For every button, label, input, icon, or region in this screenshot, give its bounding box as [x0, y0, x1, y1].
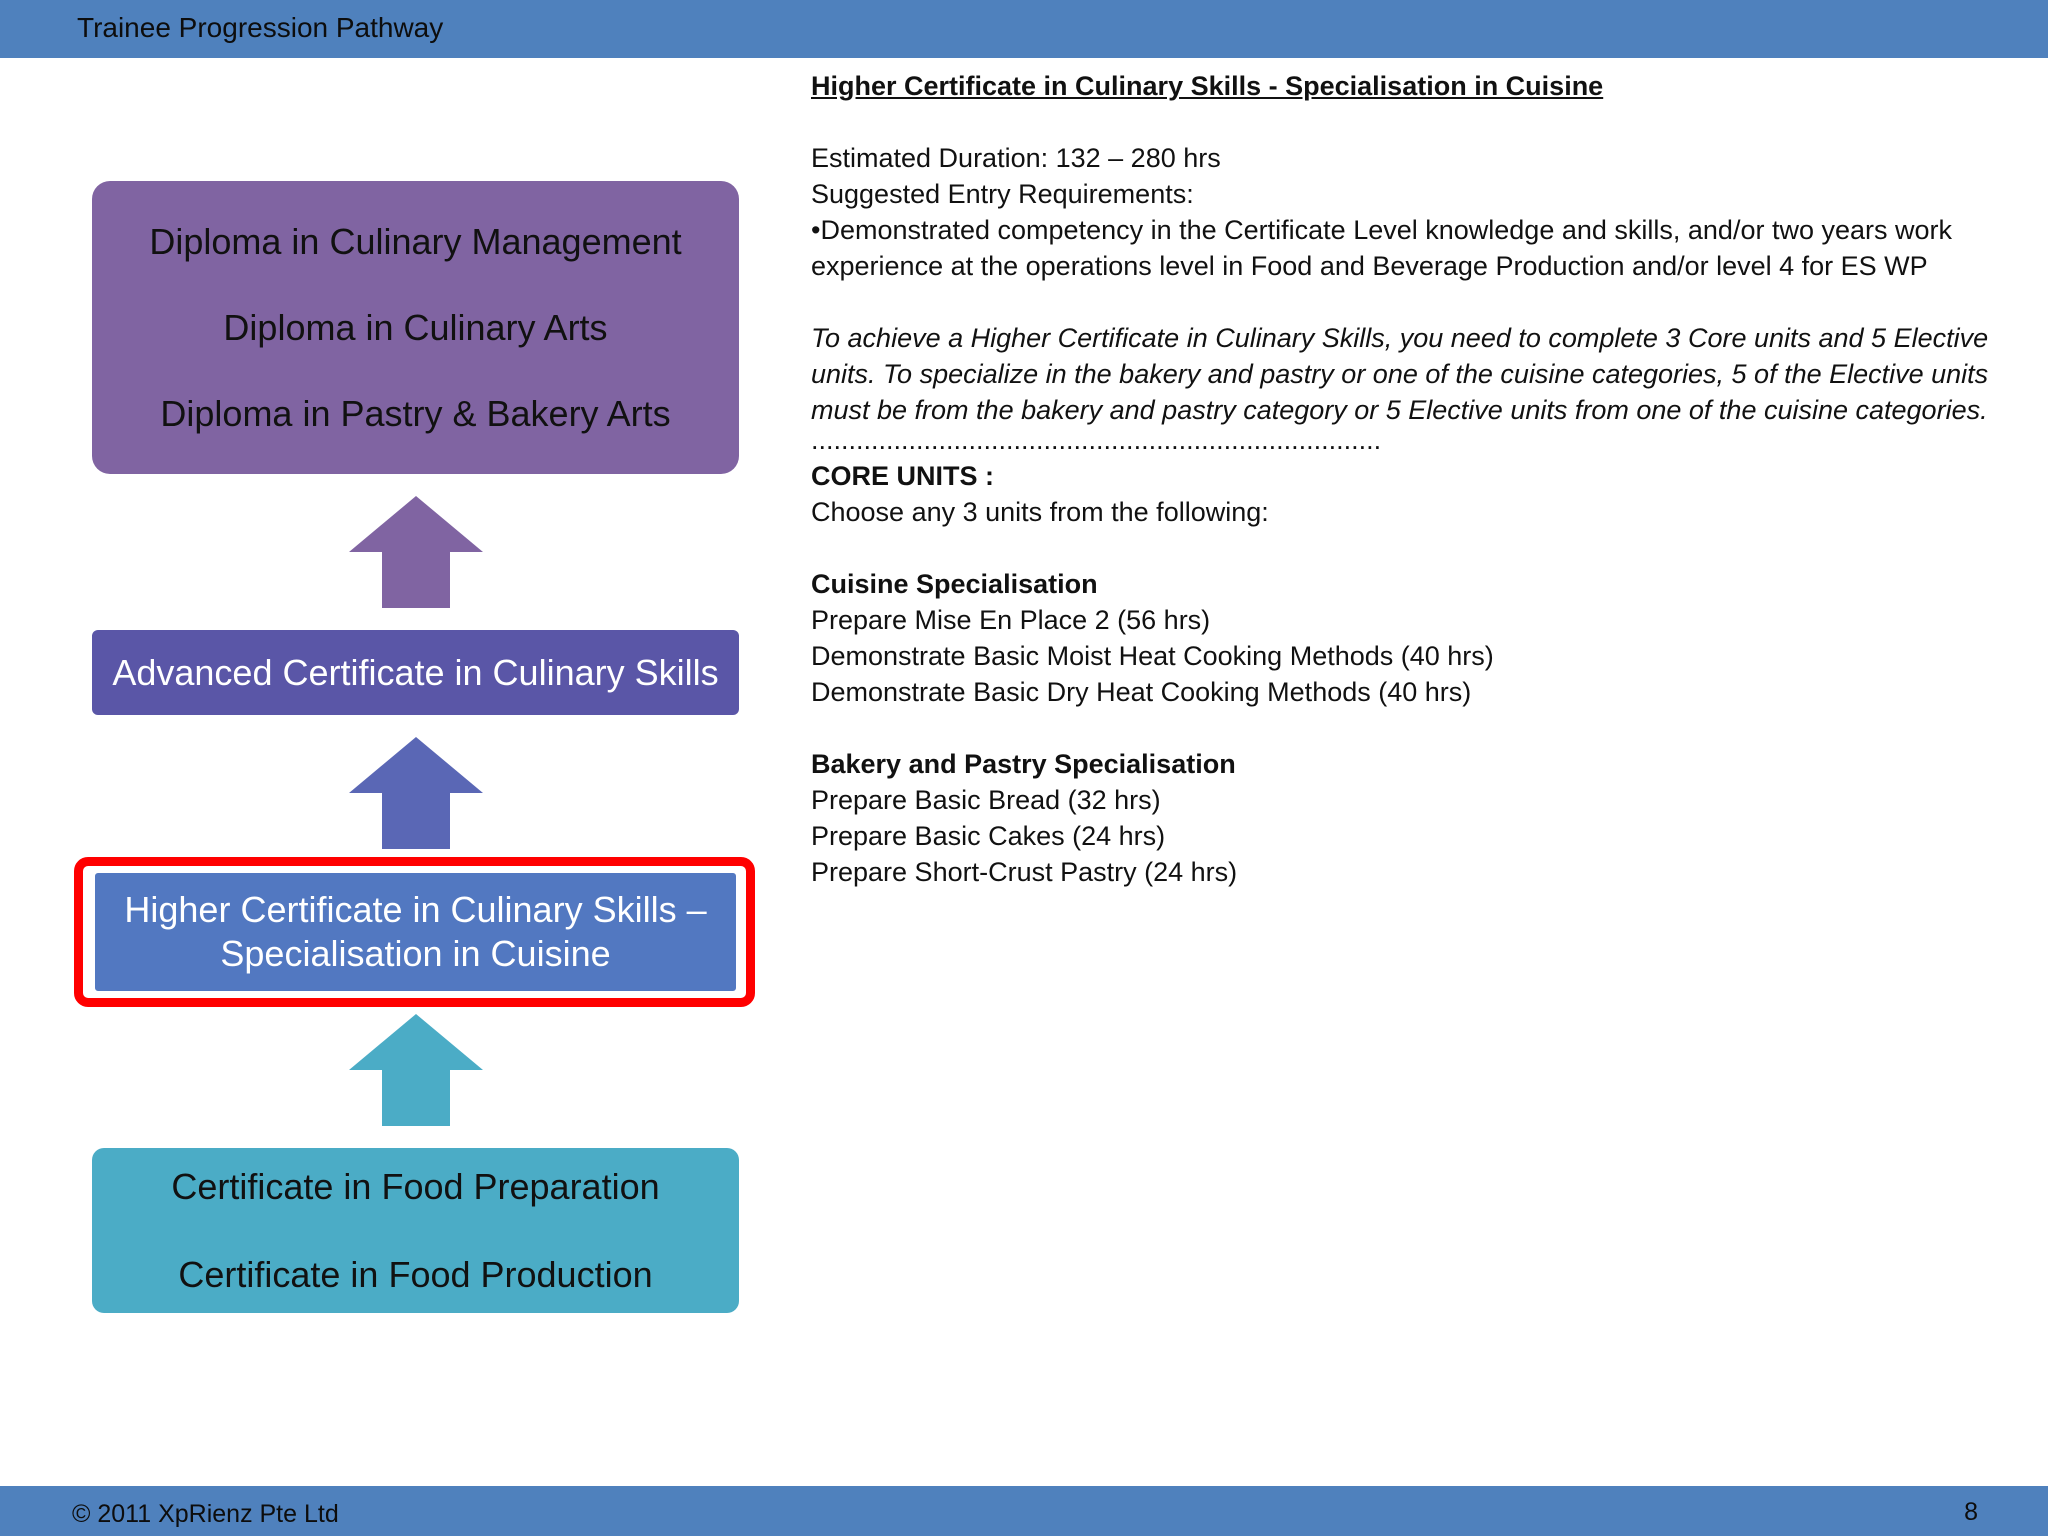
unit-item: Prepare Short-Crust Pastry (24 hrs) — [811, 857, 1238, 887]
copyright-text: © 2011 XpRienz Pte Ltd — [72, 1500, 339, 1528]
course-details — [811, 68, 2011, 890]
higher-certificate-box — [92, 870, 739, 994]
duration-text: Estimated Duration: 132 – 280 hrs — [811, 143, 1221, 173]
unit-item: Demonstrate Basic Dry Heat Cooking Methods (40 hrs) — [811, 677, 1472, 707]
completion-note: must be from the bakery and pastry category or 5 Elective units from one of the cuisine categories. — [811, 395, 1988, 425]
entry-requirement-text: experience at the operations level in Food and Beverage Production and/or level 4 for ES WP — [811, 251, 1928, 281]
unit-item: Prepare Basic Cakes (24 hrs) — [811, 821, 1166, 851]
up-arrow-icon — [349, 1014, 483, 1126]
diploma-item: Diploma in Culinary Management — [149, 220, 682, 262]
higher-certificate-label: Higher Certificate in Culinary Skills – — [124, 889, 707, 930]
unit-item: Demonstrate Basic Moist Heat Cooking Methods (40 hrs) — [811, 641, 1494, 671]
entry-requirement-text: •Demonstrated competency in the Certificate Level knowledge and skills, and/or two years work — [811, 215, 1953, 245]
bakery-specialisation-title: Bakery and Pastry Specialisation — [811, 749, 1236, 779]
up-arrow-icon — [349, 737, 483, 849]
completion-note: To achieve a Higher Certificate in Culinary Skills, you need to complete 3 Core units and 5 Elective — [811, 323, 1989, 353]
certificate-item: Certificate in Food Preparation — [171, 1165, 660, 1207]
header-bar — [0, 0, 2048, 58]
entry-requirements-label: Suggested Entry Requirements: — [811, 179, 1194, 209]
core-units-subtitle: Choose any 3 units from the following: — [811, 497, 1269, 527]
completion-note: units. To specialize in the bakery and pastry or one of the cuisine categories, 5 of the Elective units — [811, 359, 1989, 389]
diploma-box — [92, 181, 739, 474]
diploma-item: Diploma in Culinary Arts — [223, 306, 608, 348]
course-heading: Higher Certificate in Culinary Skills - Specialisation in Cuisine — [811, 71, 1604, 101]
advanced-certificate-box — [92, 630, 739, 715]
slide-title: Trainee Progression Pathway — [77, 12, 444, 43]
cuisine-specialisation-title: Cuisine Specialisation — [811, 569, 1098, 599]
dotted-separator: ............................................................................ — [811, 428, 1382, 455]
unit-item: Prepare Mise En Place 2 (56 hrs) — [811, 605, 1211, 635]
unit-item: Prepare Basic Bread (32 hrs) — [811, 785, 1161, 815]
core-units-title: CORE UNITS : — [811, 461, 995, 491]
certificate-item: Certificate in Food Production — [178, 1253, 653, 1295]
page-number: 8 — [1964, 1498, 1978, 1526]
higher-certificate-label: Specialisation in Cuisine — [220, 933, 611, 974]
footer-bar — [0, 1486, 2048, 1536]
advanced-certificate-label: Advanced Certificate in Culinary Skills — [112, 651, 719, 693]
certificate-box — [92, 1148, 739, 1313]
up-arrow-icon — [349, 496, 483, 608]
diploma-item: Diploma in Pastry & Bakery Arts — [160, 392, 671, 434]
